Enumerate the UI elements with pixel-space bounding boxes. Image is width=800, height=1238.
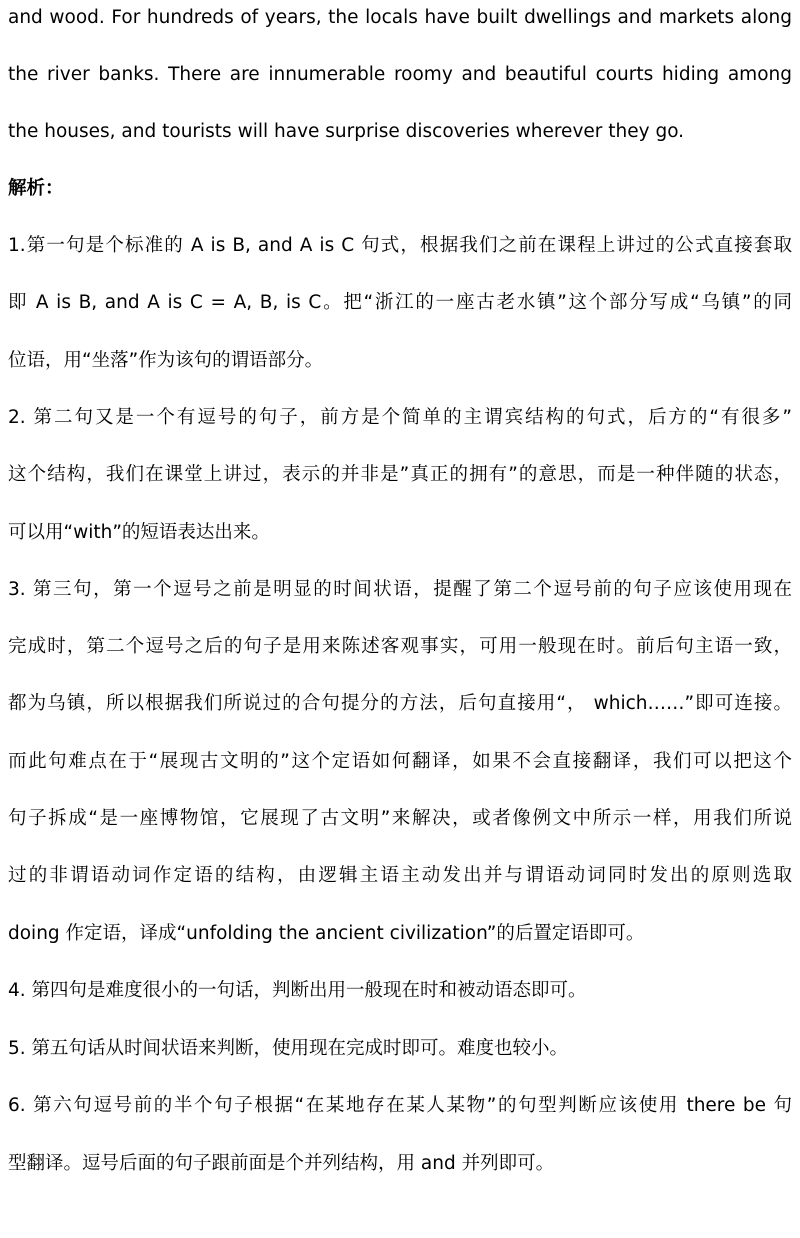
intro-line-1: and wood. For hundreds of years, the locals have built dwellings and markets along	[8, 7, 792, 28]
analysis-line-10: 而此句难点在于“展现古文明的”这个定语如何翻译，如果不会直接翻译，我们可以把这个	[8, 751, 792, 772]
analysis-line-17: 型翻译。逗号后面的句子跟前面是个并列结构，用 and 并列即可。	[8, 1153, 555, 1174]
analysis-line-7: 3. 第三句，第一个逗号之前是明显的时间状语，提醒了第二个逗号前的句子应该使用现在	[8, 579, 792, 600]
analysis-line-15: 5. 第五句话从时间状语来判断，使用现在完成时即可。难度也较小。	[8, 1038, 569, 1059]
analysis-line-5: 这个结构，我们在课堂上讲过，表示的并非是”真正的拥有”的意思，而是一种伴随的状态，	[8, 464, 792, 485]
analysis-line-4: 2. 第二句又是一个有逗号的句子，前方是个简单的主谓宾结构的句式，后方的“有很多”	[8, 407, 792, 428]
analysis-line-14: 4. 第四句是难度很小的一句话，判断出用一般现在时和被动语态即可。	[8, 980, 587, 1001]
analysis-heading: 解析：	[8, 178, 64, 199]
analysis-line-6: 可以用“with”的短语表达出来。	[8, 522, 270, 543]
intro-line-2: the river banks. There are innumerable roomy and beautiful courts hiding among	[8, 64, 792, 85]
analysis-line-3: 位语，用“坐落”作为该句的谓语部分。	[8, 350, 324, 371]
analysis-line-12: 过的非谓语动词作定语的结构，由逻辑主语主动发出并与谓语动词同时发出的原则选取	[8, 865, 792, 886]
analysis-line-16: 6. 第六句逗号前的半个句子根据“在某地存在某人某物”的句型判断应该使用 there be 句	[8, 1095, 792, 1116]
intro-line-3: the houses, and tourists will have surprise discoveries wherever they go.	[8, 121, 685, 142]
analysis-line-9: 都为乌镇，所以根据我们所说过的合句提分的方法，后句直接用“， which……”即可连接。	[8, 693, 792, 714]
analysis-line-11: 句子拆成“是一座博物馆，它展现了古文明”来解决，或者像例文中所示一样，用我们所说	[8, 808, 792, 829]
analysis-line-8: 完成时，第二个逗号之后的句子是用来陈述客观事实，可用一般现在时。前后句主语一致，	[8, 636, 792, 657]
analysis-line-1: 1.第一句是个标准的 A is B, and A is C 句式，根据我们之前在课程上讲过的公式直接套取	[8, 235, 792, 256]
analysis-line-13: doing 作定语，译成“unfolding the ancient civilization”的后置定语即可。	[8, 923, 645, 944]
analysis-line-2: 即 A is B, and A is C = A, B, is C。把“浙江的一座古老水镇”这个部分写成“乌镇”的同	[8, 292, 792, 313]
